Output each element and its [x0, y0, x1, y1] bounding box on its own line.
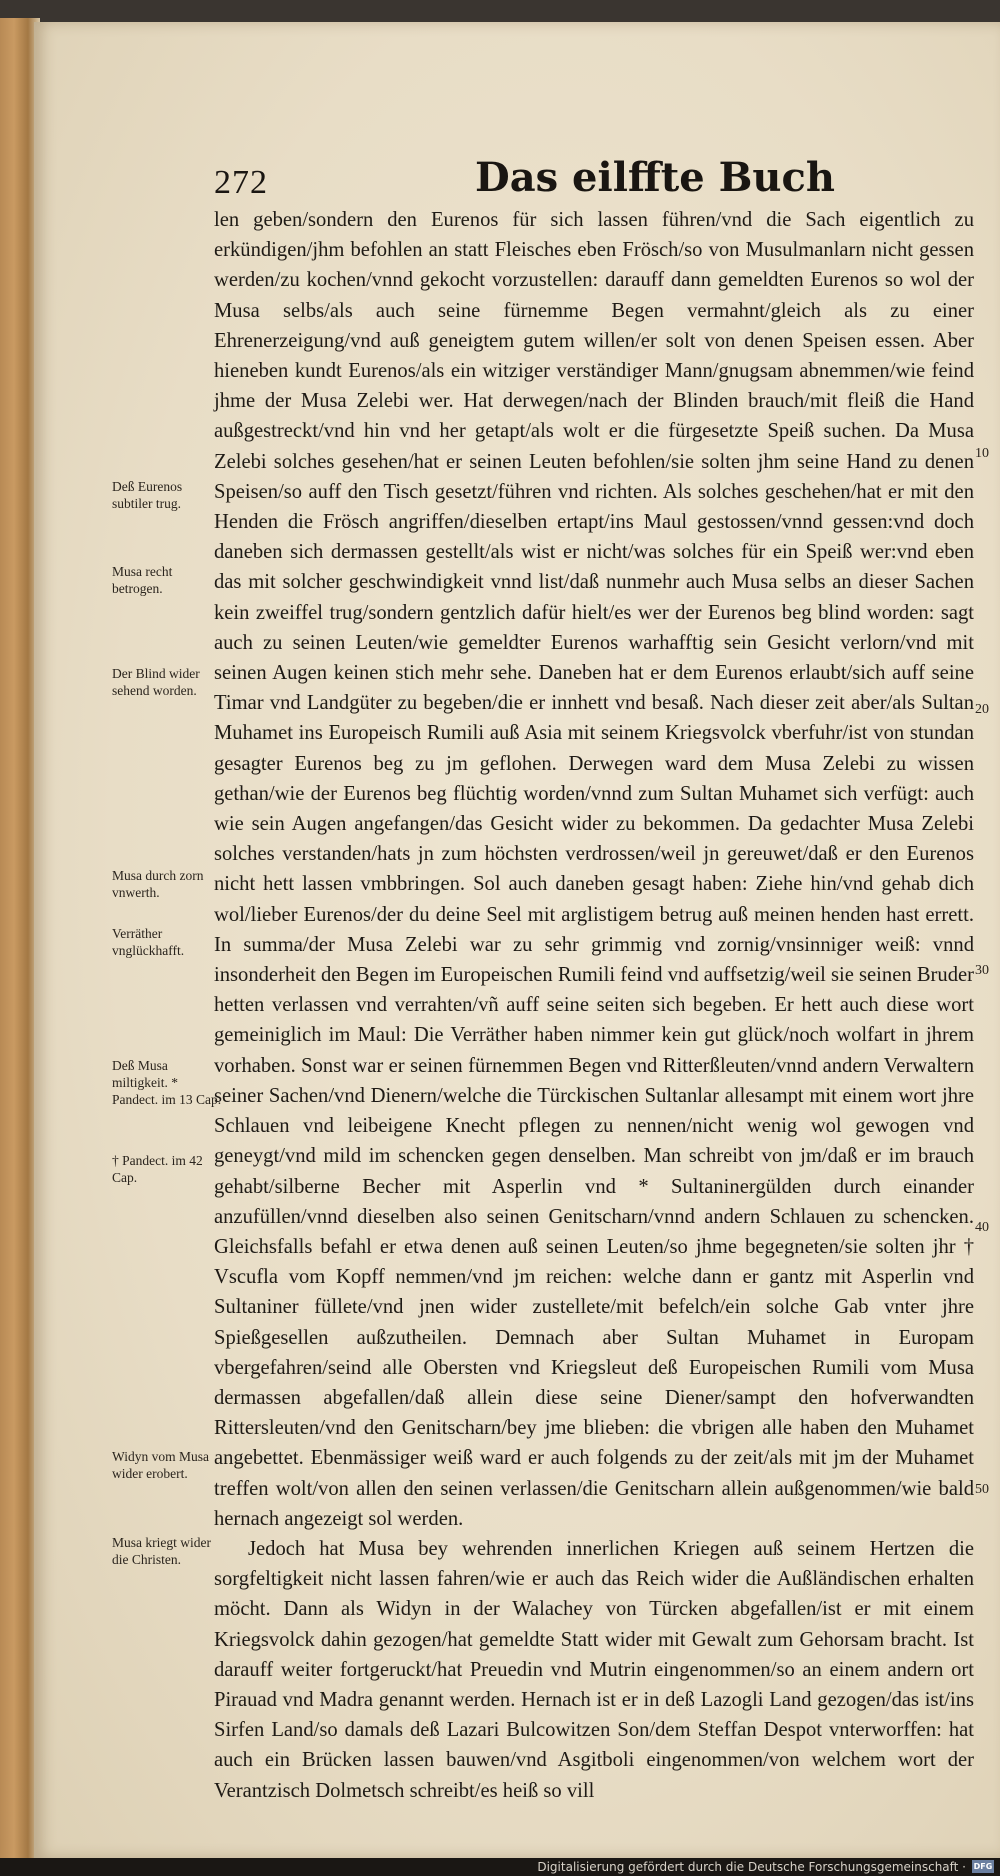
- marginal-note: Musa durch zorn vnwerth.: [112, 868, 204, 900]
- paragraph: Jedoch hat Musa bey wehrenden innerlichen Kriegen auß seinem Hertzen die sorgfeltigkeit nicht lassen fahren/wie er auch das Reich wider die Außländischen erhalten möcht. Dann als Widyn in der Walachey von Türcken abgefallen/ist er mit einem Kriegsvolck dahin gezogen/hat gemeldte Statt wider mit Gewalt zum Gehorsam bracht. Ist darauff weiter fortgeruckt/hat Preuedin vnd Mutrin eingenommen/so an einem andern ort Pirauad vnd Madra genannt werden. Hernach ist er in deß Lazogli Land gezogen/das ist/ins Sirfen Land/so damals deß Lazari Bulcowitzen Son/dem Steffan Despot vnterworffen: hat auch ein Brücken lassen bauwen/vnd Asgitboli eingenommen/von welchem wort der Verantzisch Dolmetsch schreibt/es heiß so vill: [214, 1537, 974, 1802]
- marginal-note: Widyn vom Musa wider erobert.: [112, 1449, 209, 1481]
- marginal-note: Deß Musa miltigkeit. * Pandect. im 13 Cap.: [112, 1058, 222, 1107]
- line-number: 30: [975, 963, 989, 978]
- marginal-note: † Pandect. im 42 Cap.: [112, 1153, 203, 1185]
- marginal-note: Der Blind wider sehend worden.: [112, 666, 200, 698]
- footer-credit: Digitalisierung gefördert durch die Deutsche Forschungsgemeinschaft ·: [537, 1860, 966, 1874]
- marginal-note: Deß Eurenos subtiler trug.: [112, 479, 183, 511]
- line-number: 10: [975, 446, 989, 461]
- line-number: 20: [975, 702, 989, 717]
- line-number: 50: [975, 1482, 989, 1497]
- marginal-note: Musa recht betrogen.: [112, 564, 173, 596]
- dfg-logo: DFG: [973, 1862, 993, 1871]
- line-number: 40: [975, 1220, 989, 1235]
- paragraph: len geben/sondern den Eurenos für sich lassen führen/vnd die Sach eigentlich zu erkündigen/jhm befohlen an statt Fleisches eben Frösch/so von Musulmanlarn nicht gessen werden/zu kochen/vnnd gekocht vorzustellen: darauff dann gemeldten Eurenos so wol der Musa selbs/als auch seine fürnemme Begen vermahnt/gleich als zu einer Ehrenerzeigung/vnd auß geneigtem gutem willen/er solt von denen Speisen essen. Aber hieneben kundt Eurenos/als ein witziger verständiger Mann/gnugsam abnemmen/wie feind jhme der Musa Zelebi wer. Hat derwegen/nach der Blinden brauch/mit fleiß die Hand außgestreckt/vnd hin vnd her getapt/als wolt er die fürgesetzte Speiß suchen. Da Musa Zelebi solches gesehen/hat er seinen Leuten befohlen/sie solten jhm seine Hand zu denen Speisen/so auff den Tisch gesetzt/führen vnd richten. Als solches geschehen/hat er mit den Henden die Frösch angriffen/dieselben ertapt/ins Maul gestossen/vnnd gessen:vnd doch daneben sich dermassen gestellt/als wist er nicht/was solches für ein Speiß wer:vnd eben das mit solcher geschwindigkeit vnnd list/daß nunmehr auch Musa selbs an dieser Sachen kein zweiffel trug/sondern gentzlich dafür hielt/es wer der Eurenos beg blind worden: sagt auch zu seinen Leuten/wie gemeldter Eurenos warhafftig sein Gesicht verlorn/vnd mit seinen Augen keinen stich mehr sehe. Daneben hat er dem Eurenos erlaubt/sich auff seine Timar vnd Landgüter zu begeben/die er innhett vnd besaß. Nach dieser zeit aber/als Sultan Muhamet ins Europeisch Rumili auß Asia mit seinem Kriegsvolck vberfuhr/ist von stundan gesagter Eurenos beg zu jm geflohen. Derwegen ward dem Musa Zelebi zu wissen gethan/wie der Eurenos beg flüchtig worden/vnnd zum Sultan Muhamet sich verfügt: auch wie sein Augen angefangen/das Gesicht wider zu bekommen. Da gedachter Musa Zelebi solches verstanden/hats jn zum höchsten verdrossen/weil jn gereuwet/daß er den Eurenos nicht hett lassen vmbbringen. Sol auch daneben gesagt haben: Ziehe hin/vnd gehab dich wol/lieber Eurenos/der du deine Seel mit arglistigem betrug auß meinen henden hast errett. In summa/der Musa Zelebi war zu sehr grimmig vnd zornig/vnsinniger weiß: vnnd insonderheit den Begen im Europeischen Rumili feind vnd auffsetzig/weil sie seinen Bruder hetten verlassen vnd verrahten/vñ auff seine seiten sich begeben. Er hett auch diese wort gemeiniglich im Maul: Die Verräther haben nimmer kein gut glück/noch wolfart in jhrem vorhaben. Sonst war er seinen fürnemmen Begen vnd Ritterßleuten/vnnd andern Verwaltern seiner Sachen/vnd Dienern/welche die Türckischen Sultanlar allesampt mit einem wort jhre Schlauen vnd leibeigene Knecht pflegen zu nennen/nicht wenig wol gewogen vnd geneygt/vnd mild im schencken gegen denselben. Man schreibt von jm/daß er im brauch gehabt/silberne Becher mit Asperlin vnd * Sultaninergülden durch einander anzufüllen/vnnd dieselben also seinen Genitscharn/vnnd andern Schlauen zu schencken. Gleichsfalls befahl er etwa denen auß seinen Leuten/so jhme begegneten/sie solten jhr † Vscufla vom Kopff nemmen/vnd jm reichen: welche dann er gantz mit Asperlin vnd Sultaniner füllete/vnd jnen wider zustellete/mit befelch/ein solche Gab vnter jhre Spießgesellen außzutheilen. Demnach aber Sultan Muhamet in Europam vbergefahren/seind alle Obersten vnd Kriegsleut deß Europeischen Rumili vom Musa dermassen abgefallen/daß allein diese seine Diener/sampt den hofverwandten Rittersleuten/vnd den Genitscharn/bey jme blieben: die vbrigen alle haben den Muhamet angebettet. Ebenmässiger weiß ward er auch folgends zu der zeit/als mit jm der Muhamet treffen wolt/von allen den seinen verlassen/die Genitscharn allein außgenommen/wie bald hernach angezeigt sol werden.: [214, 209, 974, 1530]
- page-number: 272: [214, 164, 268, 201]
- marginal-note: Musa kriegt wider die Christen.: [112, 1535, 211, 1567]
- body-text: [214, 205, 974, 1806]
- marginal-note: Verräther vnglückhafft.: [112, 926, 185, 958]
- running-head: Das eilffte Buch: [475, 154, 835, 201]
